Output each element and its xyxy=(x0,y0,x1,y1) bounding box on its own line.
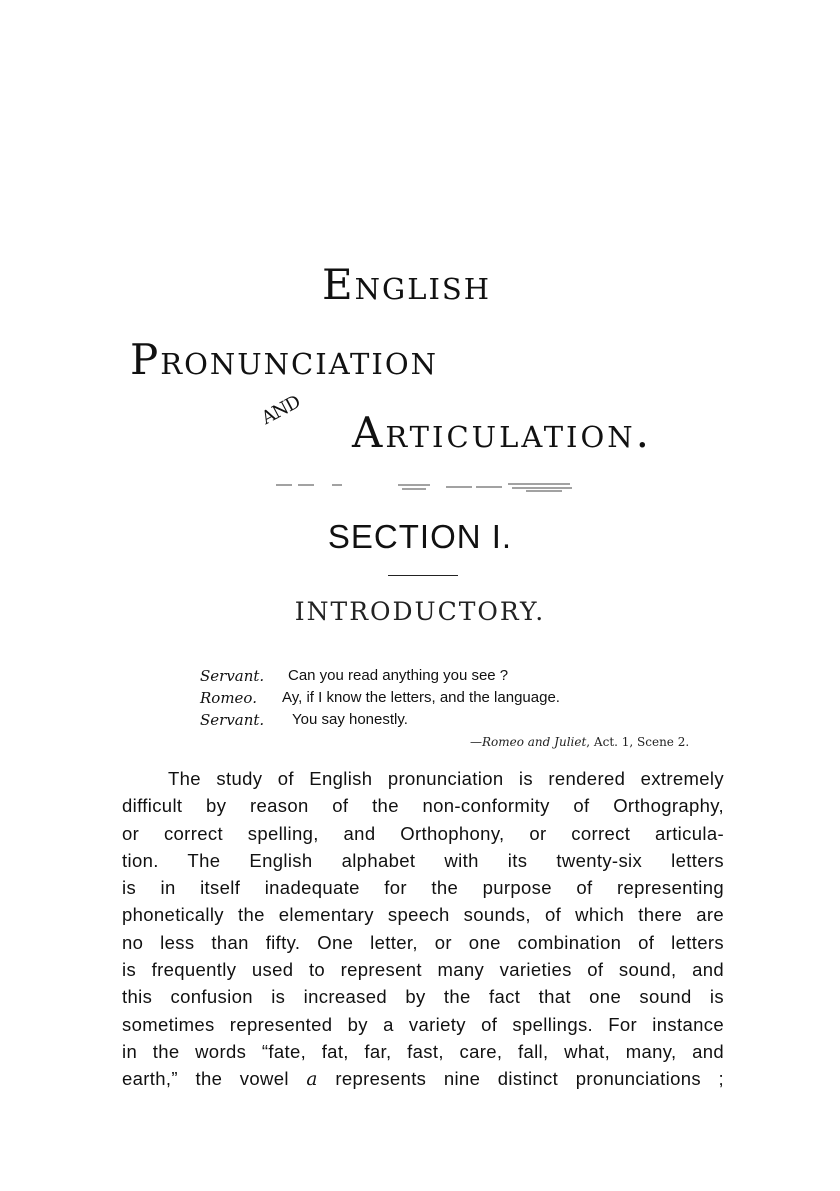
title-line-english: English xyxy=(322,260,492,309)
citation-location: , Act. 1, Scene 2. xyxy=(586,735,690,749)
body-line: no less than fifty. One letter, or one combination of letters xyxy=(122,931,724,953)
section-heading: SECTION I. xyxy=(327,518,513,555)
body-line: The study of English pronunciation is rendered extremely xyxy=(168,768,724,789)
epigraph-citation xyxy=(470,735,689,749)
section-subheading: INTRODUCTORY. xyxy=(294,597,546,626)
epigraph-speaker: Romeo. xyxy=(200,689,257,707)
body-paragraph xyxy=(122,765,724,1094)
ornamental-dash-rule xyxy=(276,478,596,494)
body-line: tion. The English alphabet with its twenty-six letters xyxy=(122,849,724,871)
epigraph-text: Ay, if I know the letters, and the language. xyxy=(282,689,560,706)
last-line-start: earth,” the vowel xyxy=(122,1068,307,1090)
section-divider xyxy=(388,575,458,576)
epigraph-speaker: Servant. xyxy=(200,711,265,729)
citation-work: Romeo and Juliet xyxy=(482,735,587,749)
epigraph-line xyxy=(200,711,408,730)
body-line: or correct spelling, and Orthophony, or correct articula- xyxy=(122,822,724,844)
body-line: in the words “fate, fat, far, fast, care, fall, what, many, and xyxy=(122,1040,724,1062)
body-line: phonetically the elementary speech sounds, of which there are xyxy=(122,904,724,926)
epigraph-line xyxy=(200,667,509,686)
body-line: is in itself inadequate for the purpose of representing xyxy=(122,877,724,899)
epigraph-text: Can you read anything you see ? xyxy=(288,667,509,684)
body-last-line xyxy=(122,1065,724,1093)
epigraph-line xyxy=(200,689,560,708)
vowel-a: a xyxy=(306,1069,318,1091)
citation-dash: — xyxy=(470,735,482,749)
title-line-articulation: Articulation. xyxy=(352,408,652,457)
body-line: sometimes represented by a variety of spellings. For instance xyxy=(122,1013,724,1035)
epigraph-text: You say honestly. xyxy=(292,711,408,728)
body-line: is frequently used to represent many varieties of sound, and xyxy=(122,959,724,981)
title-line-pronunciation: Pronunciation xyxy=(130,335,439,384)
body-line: difficult by reason of the non-conformity of Orthography, xyxy=(122,795,724,817)
body-line: this confusion is increased by the fact that one sound is xyxy=(122,986,724,1008)
epigraph-speaker: Servant. xyxy=(200,667,265,685)
last-line-end: represents nine distinct pronunciations ; xyxy=(317,1068,724,1090)
title-connector-and: AND xyxy=(258,391,304,429)
